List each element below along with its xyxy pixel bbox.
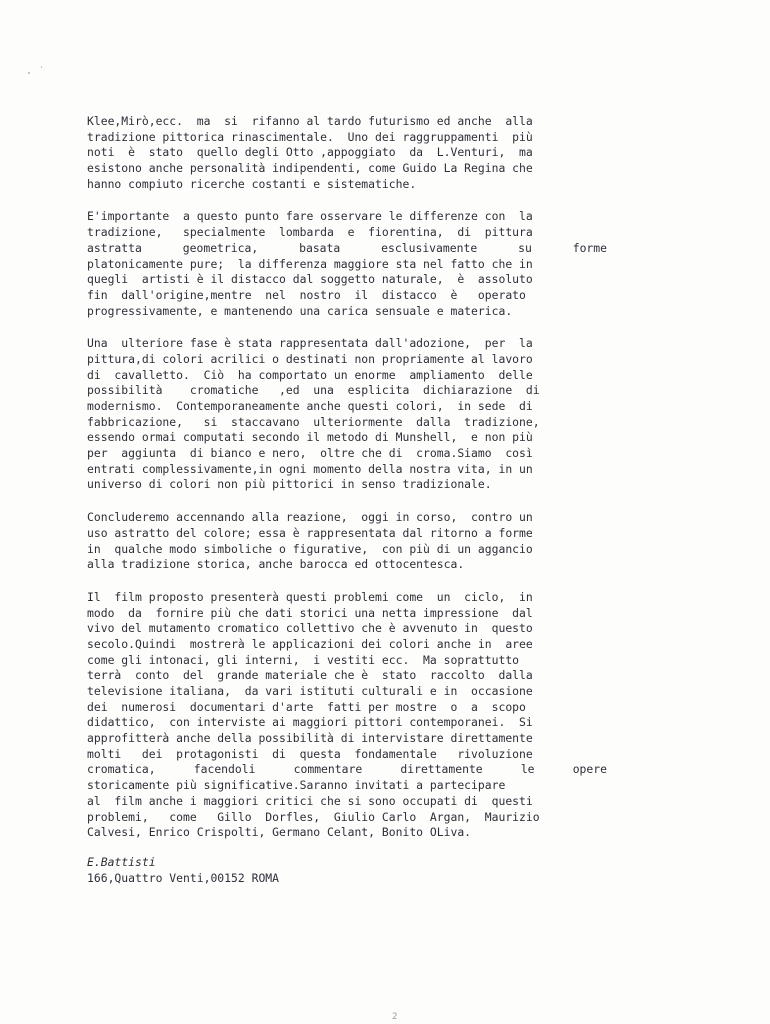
text-line: approfitterà anche della possibilità di intervistare direttamente xyxy=(87,731,533,746)
text-line: modernismo. Contemporaneamente anche questi colori, in sede di xyxy=(87,399,533,413)
paper-speck xyxy=(41,66,42,68)
signature-address: 166,Quattro Venti,00152 ROMA xyxy=(87,870,280,885)
text-line: televisione italiana, da vari istituti culturali e in occasione xyxy=(87,684,533,698)
signature-block xyxy=(87,855,279,886)
text-line: possibilità cromatiche ,ed una esplicita dichiarazione di xyxy=(87,383,540,398)
text-line: entrati complessivamente,in ogni momento della nostra vita, in un xyxy=(87,461,533,476)
text-line: platonicamente pure; la differenza maggiore sta nel fatto che in xyxy=(87,256,533,271)
text-line: astratta geometrica, basata esclusivamente su forme xyxy=(87,240,607,255)
paragraph-2 xyxy=(87,209,607,319)
paragraph-5 xyxy=(87,590,607,841)
text-line: modo da fornire più che dati storici una netta impressione dal xyxy=(87,605,533,620)
text-line: Klee,Mirò,ecc. ma si rifanno al tardo futurismo ed anche alla xyxy=(87,114,533,128)
text-line: Il film proposto presenterà questi problemi come un ciclo, in xyxy=(87,589,533,604)
text-line: esistono anche personalità indipendenti, come Guido La Regina che xyxy=(87,161,533,176)
paragraph-1 xyxy=(87,114,607,192)
page-number: 2 xyxy=(392,1012,398,1022)
text-line: fin dall'origine,mentre nel nostro il distacco è operato xyxy=(87,287,526,302)
text-line: didattico, con interviste ai maggiori pittori contemporanei. Si xyxy=(87,715,533,730)
text-line: di cavalletto. Ciò ha comportato un enorme ampliamento delle xyxy=(87,367,533,382)
text-line: terrà conto del grande materiale che è stato raccolto dalla xyxy=(87,668,533,683)
paragraph-4 xyxy=(87,510,607,573)
text-line: pittura,di colori acrilici o destinati non propriamente al lavoro xyxy=(87,351,533,366)
text-line: Calvesi, Enrico Crispolti, Germano Celant, Bonito OLiva. xyxy=(87,825,472,840)
letter-body xyxy=(87,114,607,858)
text-line: E'importante a questo punto fare osservare le differenze con la xyxy=(87,209,533,224)
text-line: dei numerosi documentari d'arte fatti per mostre o a scopo xyxy=(87,699,526,714)
text-line: molti dei protagonisti di questa fondamentale rivoluzione xyxy=(87,746,533,761)
text-line: problemi, come Gillo Dorfles, Giulio Carlo Argan, Maurizio xyxy=(87,809,540,824)
text-line: hanno compiuto ricerche costanti e sistematiche. xyxy=(87,176,417,191)
text-line: al film anche i maggiori critici che si sono occupati di questi xyxy=(87,793,533,808)
text-line: universo di colori non più pittorici in senso tradizionale. xyxy=(87,477,492,492)
text-line: vivo del mutamento cromatico collettivo che è avvenuto in questo xyxy=(87,621,533,636)
text-line: in qualche modo simboliche o figurative, con più di un aggancio xyxy=(87,541,533,556)
text-line: Concluderemo accennando alla reazione, oggi in corso, contro un xyxy=(87,510,533,525)
text-line: secolo.Quindi mostrerà le applicazioni dei colori anche in aree xyxy=(87,636,533,651)
text-line: come gli intonaci, gli interni, i vestiti ecc. Ma soprattutto xyxy=(87,652,520,667)
text-line: essendo ormai computati secondo il metodo di Munshell, e non più xyxy=(87,430,533,445)
text-line: noti è stato quello degli Otto ,appoggiato da L.Venturi, ma xyxy=(87,145,533,160)
text-line: uso astratto del colore; essa è rappresentata dal ritorno a forme xyxy=(87,525,533,540)
text-line: storicamente più significative.Saranno invitati a partecipare xyxy=(87,778,506,793)
signature-name: E.Battisti xyxy=(87,855,156,869)
text-line: per aggiunta di bianco e nero, oltre che di croma.Siamo così xyxy=(87,446,533,461)
text-line: cromatica, facendoli commentare direttamente le opere xyxy=(87,762,607,777)
paragraph-3 xyxy=(87,336,607,493)
text-line: quegli artisti è il distacco dal soggetto naturale, è assoluto xyxy=(87,272,533,287)
text-line: fabbricazione, si staccavano ulteriormente dalla tradizione, xyxy=(87,414,540,429)
text-line: tradizione, specialmente lombarda e fiorentina, di pittura xyxy=(87,225,533,240)
text-line: progressivamente, e mantenendo una carica sensuale e materica. xyxy=(87,303,513,318)
text-line: tradizione pittorica rinascimentale. Uno dei raggruppamenti più xyxy=(87,129,533,144)
text-line: alla tradizione storica, anche barocca ed ottocentesca. xyxy=(87,557,465,572)
paper-speck xyxy=(28,72,30,74)
text-line: Una ulteriore fase è stata rappresentata dall'adozione, per la xyxy=(87,336,533,351)
